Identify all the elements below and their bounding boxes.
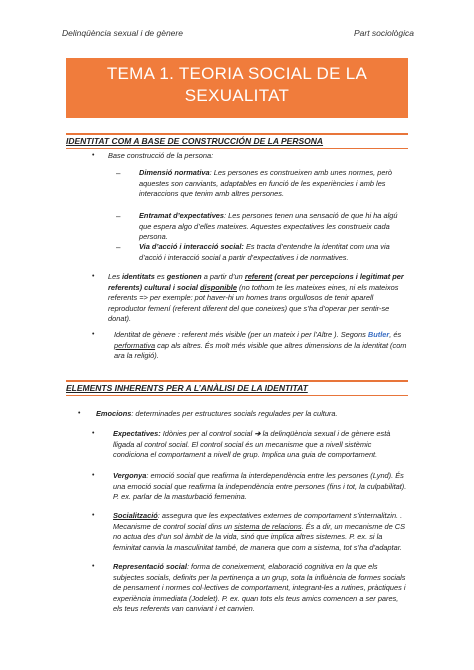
- subbullet-expectatives: [113, 429, 408, 461]
- text: (creat per percepcions i legitimat per referents) cultural i social: [108, 272, 404, 292]
- bullet-icon: •: [92, 512, 95, 519]
- bullet-icon: •: [92, 472, 95, 479]
- bullet-base-construccio: Base construcció de la persona:: [108, 151, 214, 160]
- text: : forma de coneixement, elaboració cognitiva en la que els subjectes socials, definits per la pertinença a un grup, sota la influència de formes socials de pensament i normes col·lectives de comportament, integrant-les a rutines, pràctiques i experiència immediata (Jodelet). P. ex. quan tots els teus amics comencen a ser pares, els teus referents van canviant i et canvien.: [113, 562, 406, 614]
- dash-icon: –: [116, 243, 121, 252]
- bullet-identitat-genere: [114, 330, 408, 362]
- text: , és: [389, 330, 402, 339]
- bullet-icon: •: [92, 563, 95, 570]
- header-left: Delinqüència sexual i de gènere: [62, 28, 183, 38]
- term: Vergonya: [113, 471, 147, 480]
- bullet-emocions: [96, 409, 408, 420]
- subbullet-representacio-social: [113, 562, 408, 615]
- subbullet-vergonya: [113, 471, 408, 503]
- term: identitats: [121, 272, 155, 281]
- term: sistema de relacions: [234, 521, 302, 531]
- bullet-icon: •: [78, 410, 81, 417]
- subitem-dimensio-normativa: [139, 168, 408, 200]
- text: : emoció social que reafirma la interdependència entre les persones (Lynd). És una emoció social que reafirma la independència entre persones (fins i tot, la culpabilitat). P. ex. parlar de la masturbació femenina.: [113, 471, 407, 502]
- term: Socialització: [113, 511, 158, 520]
- subitem-via-accio: [139, 242, 408, 263]
- term: Butler: [367, 330, 390, 339]
- title-line-2: SEXUALITAT: [184, 86, 290, 105]
- bullet-icon: •: [92, 430, 95, 437]
- text: la delinqüència sexual i de gènere està lligada al control social. El control social és un mecanisme que a nivell sistèmic condiciona el comportament a nivell de grup. Implica una guia de comportament.: [113, 429, 391, 460]
- bullet-identitats: [108, 272, 408, 325]
- text: : Les persones es construeixen amb unes normes, però aquestes son canviants, adaptables en funció de les experiències i amb les interaccions que tenim amb altres persones.: [139, 168, 393, 199]
- text: : determinades per estructures socials regulades per la cultura.: [131, 409, 338, 418]
- text: es: [154, 272, 167, 281]
- term: referent: [244, 272, 273, 281]
- text: . És a dir, un mecanisme de CS no actua des d’un sol àmbit de la vida, sinó que implica altres sistemes. P. ex. si la feminitat canvia la masculinitat també, de manera que com a sistema, tot s’ha d’adaptar.: [113, 521, 406, 552]
- text: a partir d’un: [201, 272, 245, 281]
- dash-icon: –: [116, 169, 121, 178]
- text: Es tracta d’entendre la identitat com una via d’acció i interacció social a partir d’expectatives i de normatives.: [139, 242, 390, 262]
- term: disponible: [200, 282, 237, 292]
- term: gestionen: [166, 272, 202, 281]
- term: Emocions: [96, 409, 132, 418]
- arrow-icon: ➔: [254, 429, 261, 438]
- bullet-icon: •: [92, 273, 95, 280]
- term: Via d’acció i interacció social:: [139, 242, 244, 251]
- text: : Les persones tenen una sensació de que hi ha algú que espera algo d’elles mateixes. Aquestes expectatives les construeix cada persona.: [139, 211, 398, 242]
- term: Representació social: [113, 562, 187, 571]
- term: Expectatives:: [113, 429, 161, 438]
- text: Identitat de gènere : referent més visible (per un mateix i per l’Altre ). Segons: [114, 330, 368, 339]
- subitem-entramat-expectatives: [139, 211, 408, 243]
- term: Dimensió normativa: [139, 168, 210, 177]
- text: Idònies per al control social: [160, 429, 255, 438]
- term: Entramat d’expectatives: [139, 211, 225, 220]
- title-line-1: TEMA 1. TEORIA SOCIAL DE LA: [106, 64, 368, 83]
- text: (no tothom te les mateixes eines, ni els mateixos referents => per exemple: pot haver-hi un homes trans orgullosos de tenir aparell reproductor femení (referent diferent del que coneixes) que s’ha d’operar per sentir-se donat).: [108, 282, 399, 324]
- title-banner: [66, 58, 408, 118]
- dash-icon: –: [116, 212, 121, 221]
- text: cap als altres. És molt més visible que altres dimensions de la identitat (com ara la religió).: [114, 340, 407, 361]
- section-heading-identitat: IDENTITAT COM A BASE DE CONSTRUCCIÓN DE LA PERSONA: [66, 133, 408, 149]
- term: performativa: [114, 340, 156, 350]
- section-heading-elements: ELEMENTS INHERENTS PER A L’ANÀLISI DE LA IDENTITAT: [66, 380, 408, 396]
- text: Les: [108, 272, 122, 281]
- bullet-icon: •: [92, 331, 95, 338]
- bullet-icon: •: [92, 152, 95, 159]
- subbullet-socialitzacio: [113, 511, 408, 553]
- header-right: Part sociològica: [353, 28, 414, 38]
- text: : assegura que les expectatives externes de comportament s’internalitzin. . Mecanisme de control social dins un: [113, 511, 403, 531]
